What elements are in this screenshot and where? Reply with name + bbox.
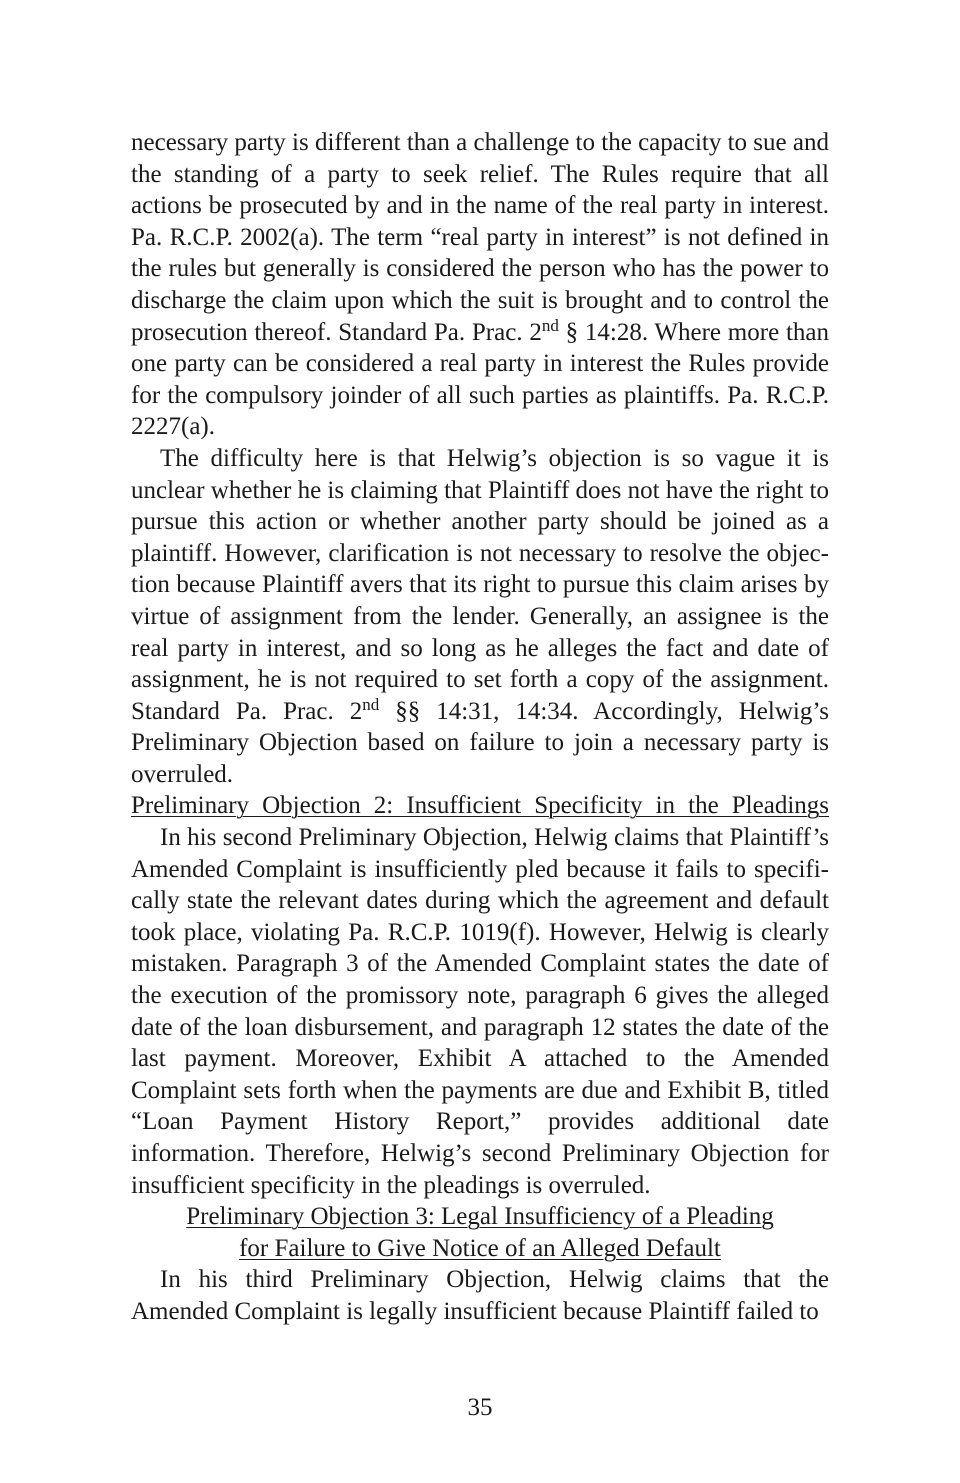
paragraph-text: necessary party is different than a challenge to the capacity to sue and the standing of a party to seek relief. The Rules require that all actions be prosecuted by and in the name of the real party in interest. Pa. R.C.P. 2002(a). The term “real party in interest” is not defined in the rules but generally is considered the person who has the power to discharge the claim upon which the suit is brought and to control the prosecution thereof. Standard Pa. Prac. 2 (131, 129, 829, 346)
paragraph-text: §§ 14:31, 14:34. Accordingly, Helwig’s Preliminary Objection based on failure to join a necessary party is overruled. (131, 697, 829, 788)
page-number: 35 (467, 1394, 493, 1421)
heading-objection-2: Preliminary Objection 2: Insufficient Specificity in the Pleadings (131, 792, 829, 820)
paragraph-third-objection: In his third Preliminary Objection, Helwig claims that the Amended Complaint is legally insufficient because Plaintiff failed to (131, 1266, 829, 1325)
superscript: nd (541, 315, 559, 335)
superscript: nd (362, 694, 380, 714)
page-body (131, 127, 829, 1328)
heading-objection-3 (131, 1201, 829, 1264)
paragraph-text: The difficulty here is that Helwig’s objection is so vague it is unclear whether he is claiming that Plaintiff does not have the right to pursue this action or whether another party should be joined as a plaintiff. However, clarification is not necessary to resolve the objection because Plaintiff avers that its right to pursue this claim arises by virtue of assignment from the lender. Generally, an assignee is the real party in interest, and so long as he alleges the fact and date of assignment, he is not required to set forth a copy of the assignment. Standard Pa. Prac. 2 (131, 444, 829, 725)
heading-line: for Failure to Give Notice of an Alleged Default (239, 1234, 721, 1262)
heading-line: Preliminary Objection 3: Legal Insufficiency of a Pleading (186, 1203, 774, 1231)
paragraph-helwig-objection (131, 443, 829, 791)
paragraph-specificity: In his second Preliminary Objection, Helwig claims that Plaintiff’s Amended Complaint is insufficiently pled because it fails to specifically state the relevant dates during which the agreement and default took place, violating Pa. R.C.P. 1019(f). However, Helwig is clearly mistaken. Paragraph 3 of the Amended Complaint states the date of the execution of the promissory note, paragraph 6 gives the alleged date of the loan disbursement, and paragraph 12 states the date of the last payment. Moreover, Exhibit A attached to the Amended Complaint sets forth when the payments are due and Exhibit B, titled “Loan Payment History Report,” provides additional date information. Therefore, Helwig’s second Preliminary Objection for insufficient specificity in the pleadings is overruled. (131, 824, 829, 1199)
paragraph-text: § 14:28. Where more than one party can be considered a real party in interest the Rules provide for the compulsory joinder of all such parties as plaintiffs. Pa. R.C.P. 2227(a). (131, 318, 829, 441)
paragraph-real-party (131, 127, 829, 443)
